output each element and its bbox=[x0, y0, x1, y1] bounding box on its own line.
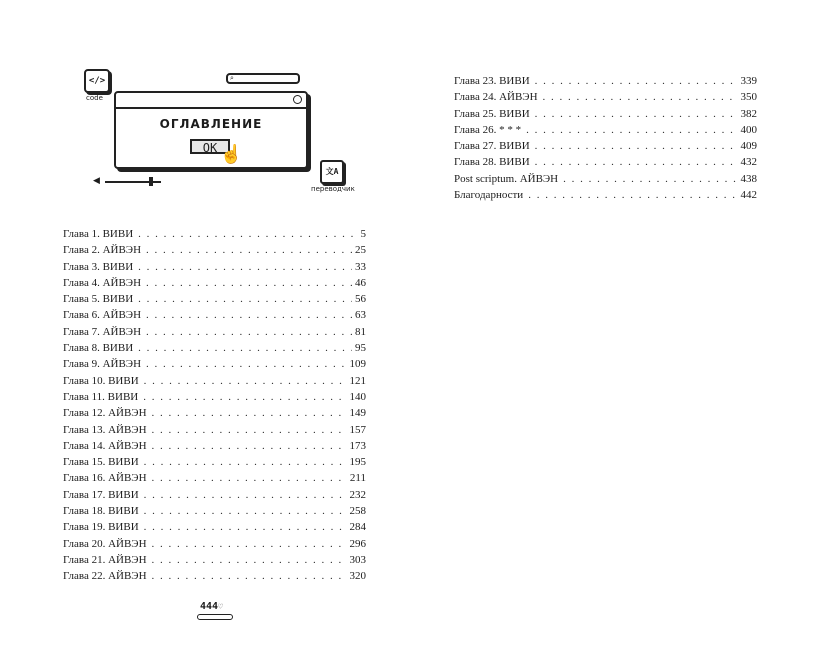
toc-entry-page: 33 bbox=[355, 260, 366, 273]
toc-entry-title: Глава 2. АЙВЭН bbox=[63, 244, 142, 257]
toc-entry bbox=[63, 356, 366, 372]
toc-leader-dots bbox=[152, 552, 347, 568]
toc-entry bbox=[63, 519, 366, 535]
toc-entry-page: 438 bbox=[740, 172, 757, 185]
toc-entry-title: Глава 28. ВИВИ bbox=[454, 156, 530, 169]
toc-entry-title: Глава 15. ВИВИ bbox=[63, 456, 139, 469]
toc-entry bbox=[454, 89, 757, 105]
toc-entry bbox=[454, 154, 757, 170]
slider-knob bbox=[149, 177, 153, 186]
speaker-icon: ◀ bbox=[93, 176, 100, 186]
toc-leader-dots bbox=[146, 275, 352, 291]
toc-entry bbox=[63, 454, 366, 470]
toc-leader-dots bbox=[138, 226, 357, 242]
toc-entry-page: 5 bbox=[360, 228, 366, 240]
toc-entry-title: Глава 18. ВИВИ bbox=[63, 505, 139, 518]
hand-cursor-icon: ☝ bbox=[220, 144, 243, 164]
toc-entry-title: Глава 10. ВИВИ bbox=[63, 374, 139, 387]
toc-leader-dots bbox=[526, 122, 737, 138]
toc-entry-page: 232 bbox=[349, 488, 366, 501]
toc-leader-dots bbox=[144, 454, 347, 470]
toc-leader-dots bbox=[535, 73, 738, 89]
page-number-value: 444 bbox=[200, 601, 219, 612]
toc-leader-dots bbox=[146, 356, 346, 372]
toc-leader-dots bbox=[144, 519, 347, 535]
toc-entry-page: 95 bbox=[355, 342, 366, 355]
toc-entry bbox=[63, 422, 366, 438]
toc-entry bbox=[63, 536, 366, 552]
toc-entry-title: Глава 23. ВИВИ bbox=[454, 75, 530, 87]
toc-leader-dots bbox=[144, 503, 347, 519]
search-bar bbox=[226, 73, 300, 84]
toc-entry bbox=[63, 307, 366, 323]
toc-entry-page: 121 bbox=[349, 374, 366, 387]
toc-entry bbox=[63, 226, 366, 242]
toc-leader-dots bbox=[535, 154, 738, 170]
toc-entry bbox=[454, 122, 757, 138]
toc-entry bbox=[63, 568, 366, 584]
toc-entry-page: 339 bbox=[740, 75, 757, 87]
toc-entry bbox=[63, 373, 366, 389]
translator-icon: 文A bbox=[320, 160, 344, 184]
toc-entry bbox=[63, 275, 366, 291]
toc-leader-dots bbox=[146, 307, 352, 323]
toc-leader-dots bbox=[535, 138, 738, 154]
toc-entry bbox=[63, 552, 366, 568]
toc-entry-page: 400 bbox=[740, 123, 757, 136]
toc-leader-dots bbox=[146, 242, 352, 258]
toc-leader-dots bbox=[528, 187, 737, 203]
toc-entry-title: Глава 22. АЙВЭН bbox=[63, 570, 147, 583]
toc-entry-title: Глава 20. АЙВЭН bbox=[63, 537, 147, 550]
toc-leader-dots bbox=[143, 389, 346, 405]
toc-leader-dots bbox=[138, 291, 352, 307]
toc-entry-title: Глава 11. ВИВИ bbox=[63, 390, 139, 403]
page-number bbox=[200, 601, 223, 612]
toc-entry bbox=[63, 242, 366, 258]
toc-leader-dots bbox=[152, 470, 347, 486]
toc-entry bbox=[63, 291, 366, 307]
toc-entry bbox=[63, 438, 366, 454]
toc-entry-title: Благодарности bbox=[454, 189, 524, 202]
toc-leader-dots bbox=[152, 568, 347, 584]
toc-leader-dots bbox=[144, 373, 347, 389]
heart-icon: ♡ bbox=[218, 602, 223, 611]
volume-slider bbox=[93, 176, 163, 188]
toc-leader-dots bbox=[152, 405, 347, 421]
toc-entry bbox=[63, 259, 366, 275]
search-icon: ⌕ bbox=[230, 74, 234, 82]
window-close-icon bbox=[293, 95, 302, 104]
toc-right-column bbox=[454, 73, 757, 203]
toc-leader-dots bbox=[138, 259, 352, 275]
toc-entry-page: 173 bbox=[349, 439, 366, 452]
toc-entry-title: Глава 21. АЙВЭН bbox=[63, 553, 147, 566]
toc-entry-title: Глава 14. АЙВЭН bbox=[63, 439, 147, 452]
toc-entry-title: Глава 9. АЙВЭН bbox=[63, 358, 142, 371]
toc-leader-dots bbox=[152, 438, 347, 454]
toc-entry-page: 284 bbox=[349, 521, 366, 534]
toc-entry-title: Глава 27. ВИВИ bbox=[454, 140, 530, 153]
toc-entry-title: Глава 1. ВИВИ bbox=[63, 228, 134, 240]
toc-entry bbox=[454, 187, 757, 203]
toc-entry bbox=[454, 138, 757, 154]
toc-entry-page: 303 bbox=[349, 553, 366, 566]
page-progress-bar bbox=[197, 614, 233, 620]
toc-entry-page: 81 bbox=[355, 325, 366, 338]
toc-left-column bbox=[63, 226, 366, 585]
toc-entry-title: Глава 13. АЙВЭН bbox=[63, 423, 147, 436]
toc-entry bbox=[454, 171, 757, 187]
toc-entry bbox=[63, 389, 366, 405]
translator-label: переводчик bbox=[311, 185, 355, 193]
toc-entry-title: Глава 19. ВИВИ bbox=[63, 521, 139, 534]
toc-leader-dots bbox=[138, 340, 352, 356]
toc-entry-title: Глава 6. АЙВЭН bbox=[63, 309, 142, 322]
toc-entry-page: 109 bbox=[349, 358, 366, 371]
toc-entry-title: Глава 25. ВИВИ bbox=[454, 107, 530, 120]
toc-entry-page: 140 bbox=[349, 390, 366, 403]
toc-entry-title: Глава 24. АЙВЭН bbox=[454, 91, 538, 104]
toc-entry-title: Глава 3. ВИВИ bbox=[63, 260, 134, 273]
toc-entry-title: Глава 8. ВИВИ bbox=[63, 342, 134, 355]
toc-entry-page: 409 bbox=[740, 140, 757, 153]
toc-entry bbox=[63, 503, 366, 519]
toc-entry-title: Глава 12. АЙВЭН bbox=[63, 407, 147, 420]
dialog-window bbox=[114, 91, 308, 169]
toc-leader-dots bbox=[144, 487, 347, 503]
toc-entry bbox=[63, 324, 366, 340]
toc-entry bbox=[454, 73, 757, 89]
toc-entry-page: 258 bbox=[349, 505, 366, 518]
toc-leader-dots bbox=[563, 171, 737, 187]
toc-entry-page: 211 bbox=[349, 472, 366, 485]
toc-entry-page: 442 bbox=[740, 189, 757, 202]
toc-leader-dots bbox=[152, 536, 347, 552]
toc-entry-title: Глава 16. АЙВЭН bbox=[63, 472, 147, 485]
code-label: code bbox=[86, 94, 103, 102]
toc-leader-dots bbox=[146, 324, 352, 340]
toc-entry-title: Глава 5. ВИВИ bbox=[63, 293, 134, 306]
toc-entry-page: 56 bbox=[355, 293, 366, 306]
toc-entry-title: Глава 17. ВИВИ bbox=[63, 488, 139, 501]
toc-leader-dots bbox=[535, 106, 738, 122]
toc-entry-page: 320 bbox=[349, 570, 366, 583]
toc-entry-page: 25 bbox=[355, 244, 366, 257]
toc-entry bbox=[63, 487, 366, 503]
code-icon: </> bbox=[84, 69, 110, 93]
toc-entry-title: Глава 4. АЙВЭН bbox=[63, 276, 142, 289]
toc-entry-page: 195 bbox=[349, 456, 366, 469]
toc-entry-page: 149 bbox=[349, 407, 366, 420]
toc-entry-title: Глава 7. АЙВЭН bbox=[63, 325, 142, 338]
toc-entry-page: 296 bbox=[349, 537, 366, 550]
toc-entry bbox=[454, 106, 757, 122]
toc-entry bbox=[63, 405, 366, 421]
toc-leader-dots bbox=[152, 422, 347, 438]
toc-entry-page: 63 bbox=[355, 309, 366, 322]
page-title: ОГЛАВЛЕНИЕ bbox=[159, 117, 263, 131]
toc-entry-title: Глава 26. * * * bbox=[454, 123, 522, 136]
toc-entry bbox=[63, 340, 366, 356]
toc-leader-dots bbox=[543, 89, 738, 105]
toc-entry-page: 382 bbox=[740, 107, 757, 120]
toc-entry-title: Post scriptum. АЙВЭН bbox=[454, 172, 559, 185]
toc-entry-page: 350 bbox=[740, 91, 757, 104]
toc-entry-page: 46 bbox=[355, 276, 366, 289]
toc-entry-page: 157 bbox=[349, 423, 366, 436]
window-titlebar bbox=[116, 93, 306, 109]
toc-entry-page: 432 bbox=[740, 156, 757, 169]
toc-entry bbox=[63, 470, 366, 486]
ok-button: OK bbox=[190, 139, 230, 154]
